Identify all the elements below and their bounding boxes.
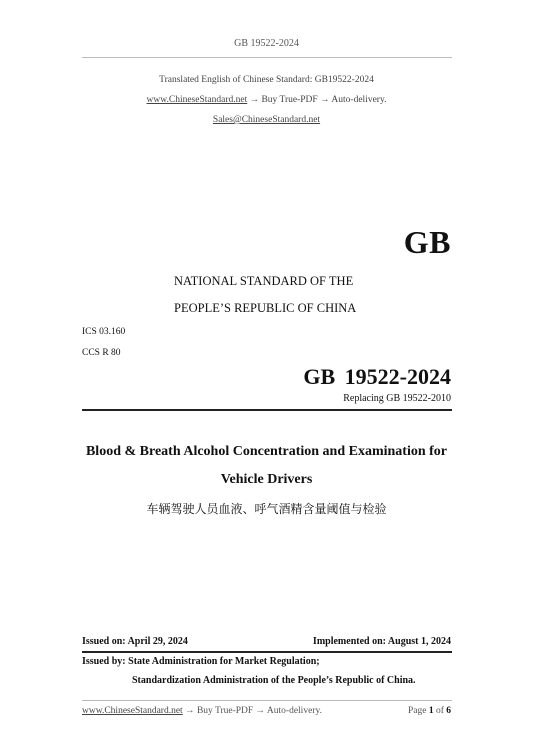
purchase-text: → Buy True-PDF → Auto-delivery. <box>247 95 387 105</box>
page-total: 6 <box>446 706 451 716</box>
issued-by-line1: Issued by: State Administration for Market Regulation; <box>82 656 320 667</box>
footer-purchase-line <box>82 706 322 716</box>
footer-chinesestandard-link[interactable]: www.ChineseStandard.net <box>82 706 183 716</box>
replacing-standard: Replacing GB 19522-2010 <box>343 393 451 404</box>
sales-email-line <box>0 115 533 125</box>
ics-code: ICS 03.160 <box>82 327 126 337</box>
issued-by-line2: Standardization Administration of the People’s Republic of China. <box>132 675 416 686</box>
page-of-label: of <box>435 706 444 716</box>
header-divider <box>82 57 452 58</box>
gb-logo: GB <box>403 224 451 260</box>
page-label: Page <box>407 706 427 716</box>
title-line2: Vehicle Drivers <box>220 472 313 487</box>
ccs-code: CCS R 80 <box>82 348 121 358</box>
page-indicator <box>408 706 451 716</box>
purchase-line <box>0 95 533 105</box>
running-header: GB 19522-2024 <box>234 38 299 49</box>
national-standard-line2: PEOPLE’S REPUBLIC OF CHINA <box>174 301 357 315</box>
issuance-divider <box>82 651 452 653</box>
title-chinese: 车辆驾驶人员血液、呼气酒精含量阈值与检验 <box>146 502 387 516</box>
title-line1: Blood & Breath Alcohol Concentration and Examination for <box>85 444 448 459</box>
title-divider <box>82 409 452 411</box>
translation-notice: Translated English of Chinese Standard: GB19522-2024 <box>159 75 374 85</box>
implemented-on-date: Implemented on: August 1, 2024 <box>312 636 451 647</box>
chinesestandard-link[interactable]: www.ChineseStandard.net <box>146 95 248 105</box>
footer-purchase-text: → Buy True-PDF → Auto-delivery. <box>182 706 322 716</box>
sales-email-link[interactable]: Sales@ChineseStandard.net <box>212 115 321 125</box>
footer-divider <box>82 700 452 701</box>
page-current: 1 <box>428 706 434 716</box>
national-standard-line1: NATIONAL STANDARD OF THE <box>174 274 354 288</box>
issued-on-date: Issued on: April 29, 2024 <box>82 636 188 647</box>
standard-number: GB 19522-2024 <box>303 364 451 389</box>
